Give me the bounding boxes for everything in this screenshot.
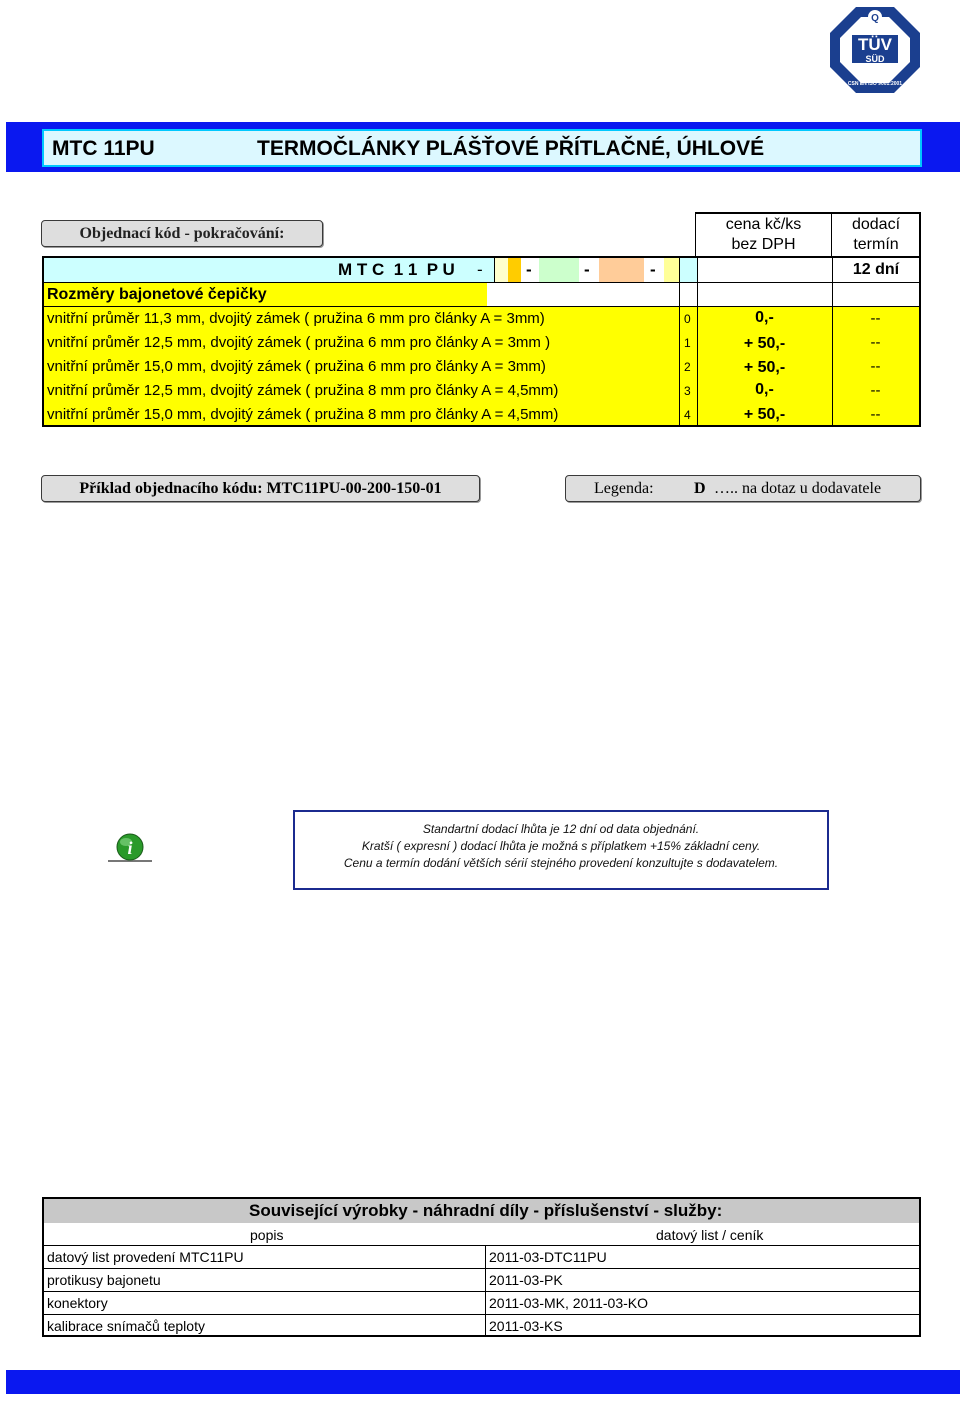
svg-text:Q: Q xyxy=(871,13,879,24)
related-item-desc: kalibrace snímačů teploty xyxy=(47,1318,205,1334)
price-header-text: cena kč/ks bez DPH xyxy=(725,216,802,253)
option-delivery: -- xyxy=(870,310,881,327)
info-icon xyxy=(106,830,154,864)
related-item-ref[interactable]: 2011-03-DTC11PU xyxy=(489,1249,607,1265)
legend-label: Legenda: xyxy=(594,480,654,497)
option-code: 2 xyxy=(684,360,691,374)
related-col-ref: datový list / ceník xyxy=(656,1227,764,1243)
product-code: MTC 11PU xyxy=(52,137,155,160)
option-text: vnitřní průměr 11,3 mm, dvojitý zámek ( pružina 6 mm pro články A = 3mm) xyxy=(47,310,545,327)
option-row[interactable] xyxy=(44,331,919,355)
option-price: 0,- xyxy=(755,309,774,326)
code-slot-6[interactable] xyxy=(679,258,697,282)
product-title: TERMOČLÁNKY PLÁŠŤOVÉ PŘÍTLAČNÉ, ÚHLOVÉ xyxy=(257,137,765,160)
main-table xyxy=(42,256,921,427)
delivery-days: 12 dní xyxy=(852,261,900,278)
title-box xyxy=(42,129,922,167)
option-code: 4 xyxy=(684,408,691,422)
option-text: vnitřní průměr 15,0 mm, dvojitý zámek ( pružina 8 mm pro články A = 4,5mm) xyxy=(47,406,559,423)
code-row xyxy=(44,258,919,283)
price-header xyxy=(696,214,831,257)
option-row[interactable] xyxy=(44,403,919,425)
option-price: + 50,- xyxy=(743,359,786,376)
rows-block xyxy=(44,307,919,425)
related-item-ref[interactable]: 2011-03-PK xyxy=(489,1272,563,1288)
code-row-price xyxy=(697,258,832,282)
option-delivery: -- xyxy=(870,406,881,423)
option-price: + 50,- xyxy=(743,406,786,423)
footer-code: 2 0 1 1 - 0 3 - T C 1 1 P U xyxy=(401,1400,573,1417)
option-text: vnitřní průměr 15,0 mm, dvojitý zámek ( pružina 6 mm pro články A = 3mm) xyxy=(47,358,546,375)
note-line-1: Standartní dodací lhůta je 12 dní od data objednání. xyxy=(422,822,700,836)
option-code: 1 xyxy=(684,336,691,350)
option-price: + 50,- xyxy=(743,335,786,352)
option-row[interactable] xyxy=(44,307,919,331)
code-sep-3: - xyxy=(584,260,590,279)
option-code: 0 xyxy=(684,312,691,326)
option-row[interactable] xyxy=(44,379,919,403)
related-item-desc: konektory xyxy=(47,1295,108,1311)
related-divider xyxy=(44,1291,919,1292)
tuv-logo xyxy=(828,5,922,95)
code-prefix: M T C 1 1 P U xyxy=(338,260,455,279)
option-text: vnitřní průměr 12,5 mm, dvojitý zámek ( pružina 6 mm pro články A = 3mm ) xyxy=(47,334,551,351)
order-code-label-text: Objednací kód - pokračování: xyxy=(79,225,285,242)
section-row-delivery xyxy=(832,283,919,306)
delivery-header xyxy=(831,214,920,257)
logo-ring-text: CSN EN ISO 9001:2001 xyxy=(847,81,903,87)
related-divider xyxy=(44,1245,919,1246)
related-divider xyxy=(44,1314,919,1315)
note-line-2: Kratší ( expresní ) dodací lhůta je možná s příplatkem +15% základní ceny. xyxy=(361,839,761,853)
related-title: Související výrobky - náhradní díly - příslušenství - služby: xyxy=(249,1201,723,1220)
related-item-desc: protikusy bajonetu xyxy=(47,1272,161,1288)
logo-text: TÜV xyxy=(858,35,892,54)
option-delivery: -- xyxy=(870,382,881,399)
svg-text:i: i xyxy=(127,838,133,858)
code-sep-4: - xyxy=(650,260,656,279)
footer-bar xyxy=(6,1370,960,1417)
option-delivery: -- xyxy=(870,334,881,351)
related-item-desc: datový list provedení MTC11PU xyxy=(47,1249,244,1265)
legend-text: ….. na dotaz u dodavatele xyxy=(714,480,882,497)
code-slot-5[interactable] xyxy=(664,258,679,282)
related-item-ref[interactable]: 2011-03-MK, 2011-03-KO xyxy=(489,1295,649,1311)
delivery-header-text: dodací termín xyxy=(851,216,901,253)
section-row xyxy=(44,283,919,307)
related-table xyxy=(42,1197,921,1337)
code-slot-1[interactable] xyxy=(494,258,508,282)
code-slot-4[interactable] xyxy=(599,258,644,282)
order-example-box xyxy=(41,475,480,502)
code-sep-2: - xyxy=(526,260,532,279)
option-delivery: -- xyxy=(870,358,881,375)
legend-key: D xyxy=(694,480,706,497)
legend-box xyxy=(565,475,921,502)
option-code: 3 xyxy=(684,384,691,398)
related-col-desc: popis xyxy=(250,1227,284,1243)
section-title-bg xyxy=(44,283,487,306)
section-row-price xyxy=(697,283,832,306)
related-item-ref[interactable]: 2011-03-KS xyxy=(489,1318,563,1334)
related-col-divider xyxy=(485,1245,486,1337)
option-price: 0,- xyxy=(755,381,774,398)
order-code-label xyxy=(41,220,323,247)
code-slot-2[interactable] xyxy=(508,258,521,282)
logo-subtext: SÜD xyxy=(865,54,885,64)
option-text: vnitřní průměr 12,5 mm, dvojitý zámek ( pružina 8 mm pro články A = 4,5mm) xyxy=(47,382,559,399)
delivery-note xyxy=(293,810,829,890)
related-divider xyxy=(44,1268,919,1269)
code-sep-1: - xyxy=(477,260,483,279)
note-line-3: Cenu a termín dodání větších sérií stejného provedení konzultujte s dodavatelem. xyxy=(343,856,779,870)
order-example: Příklad objednacího kódu: MTC11PU-00-200-150-01 xyxy=(79,480,442,497)
code-slot-3[interactable] xyxy=(539,258,579,282)
option-row[interactable] xyxy=(44,355,919,379)
code-row-delivery xyxy=(832,258,919,282)
section-title: Rozměry bajonetové čepičky xyxy=(47,286,267,303)
section-row-code xyxy=(679,283,697,306)
price-delivery-header xyxy=(695,212,921,257)
